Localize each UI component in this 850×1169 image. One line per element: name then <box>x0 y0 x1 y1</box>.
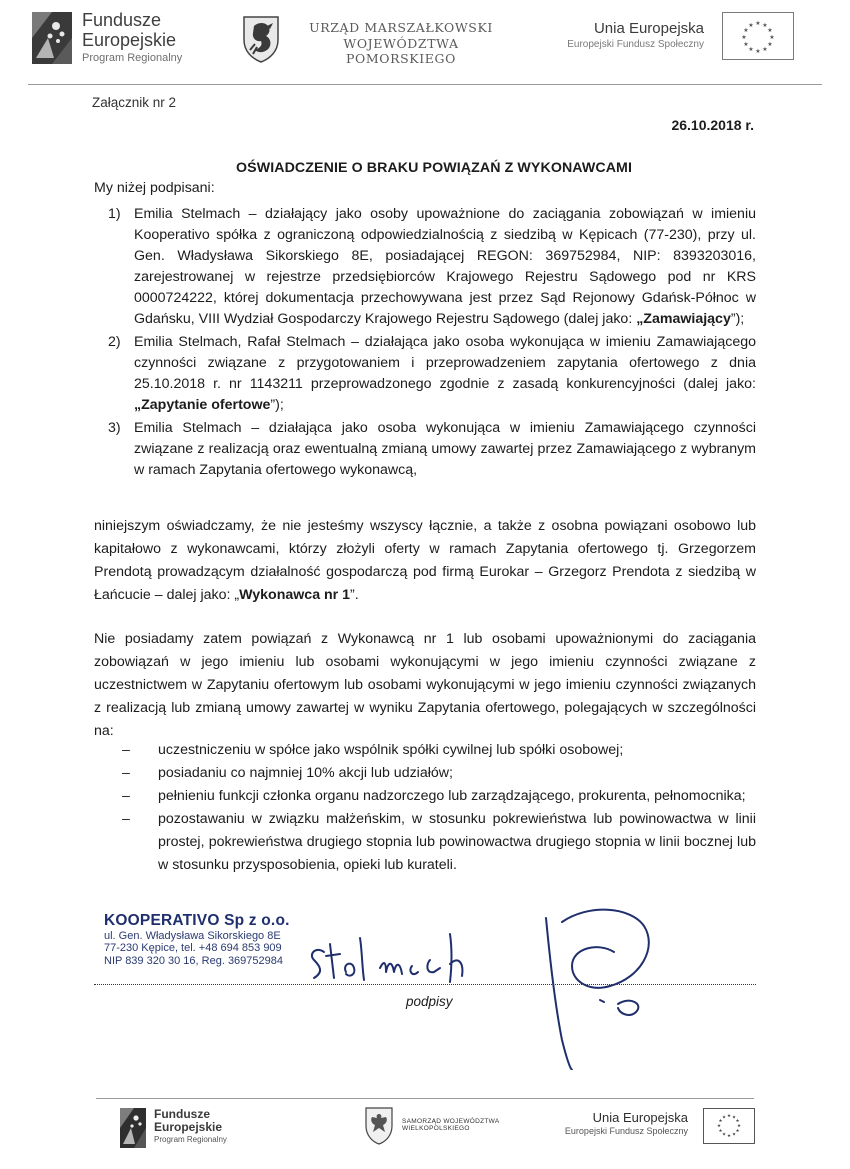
stamp-registry: NIP 839 320 30 16, Reg. 369752984 <box>104 955 284 968</box>
um-line-2: WOJEWÓDZTWA POMORSKIEGO <box>343 35 459 67</box>
relation-text: uczestniczeniu w spółce jako wspólnik spółki cywilnej lub spółki osobowej; <box>158 742 624 758</box>
footer-fe-line-1: Fundusze <box>154 1107 210 1121</box>
wielkopolska-eagle-crest-icon <box>364 1106 394 1146</box>
item-text: Emilia Stelmach, Rafał Stelmach – działająca jako osoba wykonująca w imieniu Zamawiającego czynności związane z przygotowaniem i przeprowadzeniem zapytania ofertowego z dnia 25.10.2018 r. nr 1143211 przeprowadzonego zgodnie z zasadą konkurencyjności (dalej jako: <box>134 334 756 392</box>
svg-text:★: ★ <box>731 1115 737 1121</box>
fundusze-europejskie-logo-icon <box>28 8 76 68</box>
svg-text:★: ★ <box>755 20 761 27</box>
svg-text:★: ★ <box>748 22 754 29</box>
relation-text: pełnieniu funkcji członka organu nadzorczego lub zarządzającego, prokurenta, pełnomocnika; <box>158 788 746 804</box>
svg-text:★: ★ <box>721 1115 727 1121</box>
item-bold-term: „Zapytanie ofertowe <box>134 397 271 413</box>
list-item <box>122 785 756 808</box>
svg-text:★: ★ <box>741 34 747 41</box>
declaration-tail: ”. <box>350 587 359 603</box>
declaration-bold-term: Wykonawca nr 1 <box>239 587 351 603</box>
svg-text:★: ★ <box>762 46 768 53</box>
list-item <box>108 204 756 330</box>
svg-text:★: ★ <box>736 1124 742 1129</box>
page-footer <box>0 1100 850 1169</box>
svg-text:★: ★ <box>731 1132 737 1138</box>
footer-ue-text <box>548 1110 688 1138</box>
dash-bullet: – <box>122 742 130 758</box>
footer-ue-line-1: Unia Europejska <box>592 1110 688 1125</box>
footer-divider <box>96 1098 754 1099</box>
document-date: 26.10.2018 r. <box>671 117 754 133</box>
list-item <box>108 332 756 416</box>
um-line-1: URZĄD MARSZAŁKOWSKI <box>309 20 493 35</box>
list-item <box>122 808 756 877</box>
handwritten-signatures <box>300 900 820 1070</box>
signatories-list <box>108 204 756 483</box>
relations-list <box>122 739 756 877</box>
svg-text:★: ★ <box>743 41 749 48</box>
eu-flag-icon <box>722 12 794 60</box>
ue-line-2: Europejski Fundusz Społeczny <box>567 38 704 50</box>
svg-text:★: ★ <box>735 1129 740 1134</box>
ue-line-1: Unia Europejska <box>593 20 704 37</box>
stamp-contact: 77-230 Kępice, tel. +48 694 853 909 <box>104 942 282 955</box>
dash-bullet: – <box>122 811 130 827</box>
svg-text:★: ★ <box>762 22 768 29</box>
declaration-text: niniejszym oświadczamy, że nie jesteśmy wszyscy łącznie, a także z osobna powiązani osobowo lub kapitałowo z wykonawcami, którzy złożyli oferty w ramach Zapytania ofertowego tj. Grzegorzem Prendotą prowadzącym działalność gospodarczą pod firmą Eurokar – Grzegorz Prendota z siedzibą w Łańcucie – dalej jako: „ <box>94 518 756 603</box>
footer-fe-text <box>154 1108 227 1145</box>
item-bold-term: „Zamawiający <box>636 311 731 327</box>
item-number: 1) <box>108 206 121 222</box>
company-stamp <box>104 912 290 968</box>
item-tail: ”); <box>730 311 745 327</box>
item-text: Emilia Stelmach – działający jako osoby upoważnione do zaciągania zobowiązań w imieniu Kooperativo spółka z ograniczoną odpowiedzialnością z siedzibą w Kępicach (77-230), przy ul. Gen. Władysława Sikorskiego 8E, posiadającej REGON: 369752984, NIP: 8393203016, zarejestrowanej w rejestrze przedsiębiorców Krajowego Rejestru Sądowego pod nr KRS 0000724222, której dokumentacja przechowywana jest przez Sąd Rejonowy Gdańsk-Północ w Gdańsku, VIII Wydział Gospodarczy Krajowego Rejestru Sądowego (dalej jako: <box>134 206 756 327</box>
relation-text: posiadaniu co najmniej 10% akcji lub udziałów; <box>158 765 453 781</box>
svg-text:★: ★ <box>755 48 761 55</box>
fe-logo-text <box>82 10 182 65</box>
fe-line-1: Fundusze <box>82 10 162 30</box>
svg-text:★: ★ <box>718 1119 723 1124</box>
stamp-address: ul. Gen. Władysława Sikorskiego 8E <box>104 929 281 942</box>
urzad-marszalkowski-name <box>288 20 514 67</box>
dash-bullet: – <box>122 765 130 781</box>
item-number: 3) <box>108 420 121 436</box>
declaration-paragraph <box>94 515 756 607</box>
fe-line-3: Program Regionalny <box>82 52 183 65</box>
svg-text:★: ★ <box>721 1132 727 1138</box>
signature-caption: podpisy <box>406 994 453 1009</box>
svg-text:★: ★ <box>743 27 749 34</box>
stamp-company-name: KOOPERATIVO Sp z o.o. <box>104 912 290 929</box>
footer-fe-line-3: Program Regionalny <box>154 1135 227 1145</box>
svg-text:★: ★ <box>726 1114 732 1119</box>
svg-text:★: ★ <box>718 1129 723 1134</box>
svg-text:★: ★ <box>735 1119 740 1124</box>
relation-text: pozostawaniu w związku małżeńskim, w stosunku pokrewieństwa lub powinowactwa w linii prostej, pokrewieństwa drugiego stopnia lub powinowactwa drugiego stopnia w linii bocznej lub w stosunku przysposobienia, opieki lub kurateli. <box>158 811 756 873</box>
dash-bullet: – <box>122 788 130 804</box>
unia-europejska-label <box>546 20 704 51</box>
item-tail: ”); <box>270 397 284 413</box>
list-item <box>122 739 756 762</box>
svg-text:★: ★ <box>767 27 773 34</box>
footer-sam-line-2: WIELKOPOLSKIEGO <box>402 1125 470 1133</box>
svg-text:★: ★ <box>769 34 775 41</box>
document-title: OŚWIADCZENIE O BRAKU POWIĄZAŃ Z WYKONAWCAMI <box>236 160 633 176</box>
svg-text:★: ★ <box>748 46 754 53</box>
letterhead <box>0 0 850 90</box>
item-number: 2) <box>108 334 121 350</box>
header-divider <box>28 84 822 85</box>
footer-samorzad-text <box>402 1118 499 1133</box>
eu-flag-icon <box>703 1108 755 1144</box>
svg-text:★: ★ <box>716 1124 722 1129</box>
svg-text:★: ★ <box>767 41 773 48</box>
footer-fe-line-2: Europejskie <box>154 1120 223 1135</box>
list-item <box>122 762 756 785</box>
no-connections-paragraph: Nie posiadamy zatem powiązań z Wykonawcą nr 1 lub osobami upoważnionymi do zaciągania zobowiązań w jego imieniu lub osobami wykonującymi w jego imieniu czynności związane z uczestnictwem w Zapytaniu ofertowym lub osobami wykonującymi w jego imieniu czynności związanych z realizacją lub zmianą umowy zawartej w wyniku Zapytania ofertowego, polegających w szczególności na: <box>94 631 756 739</box>
svg-text:★: ★ <box>726 1134 732 1139</box>
fundusze-europejskie-logo-icon <box>118 1106 148 1150</box>
footer-sam-line-1: SAMORZĄD WOJEWÓDZTWA <box>402 1118 500 1125</box>
annex-label: Załącznik nr 2 <box>92 95 177 110</box>
pomorskie-griffin-crest-icon <box>241 14 281 64</box>
item-text: Emilia Stelmach – działająca jako osoba wykonująca w imieniu Zamawiającego czynności związane z realizacją oraz ewentualną zmianą umowy zawartej przez Zamawiającego z wybranym w ramach Zapytania ofertowego wykonawcą, <box>134 420 756 478</box>
footer-ue-line-2: Europejski Fundusz Społeczny <box>564 1126 688 1137</box>
fe-line-2: Europejskie <box>82 30 177 51</box>
list-item <box>108 418 756 481</box>
intro-line: My niżej podpisani: <box>94 180 215 196</box>
signature-line <box>94 984 756 985</box>
